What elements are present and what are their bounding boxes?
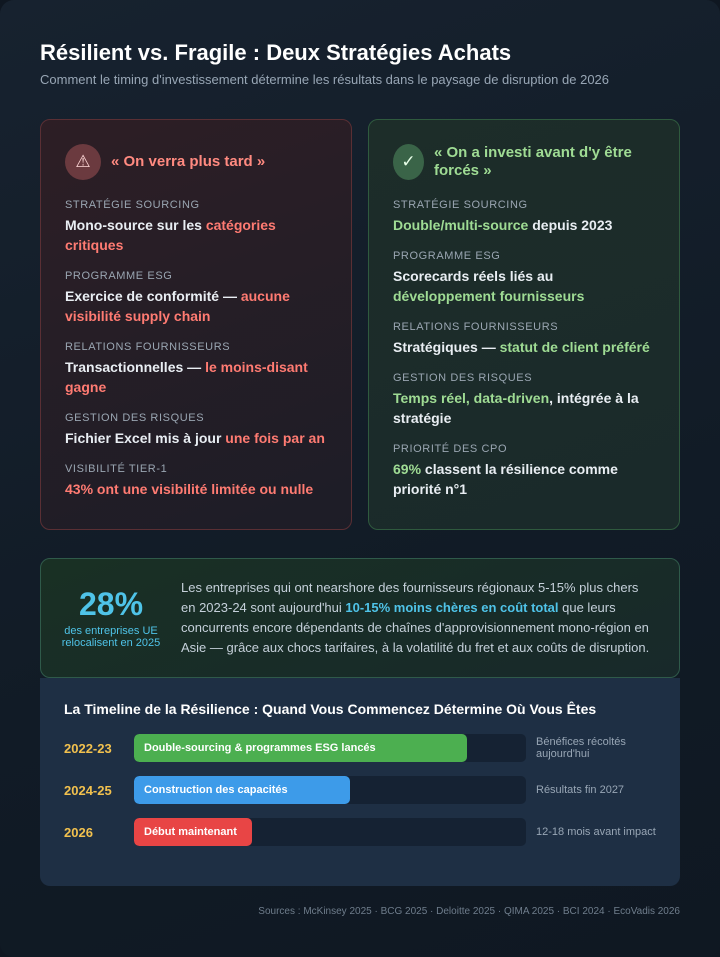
item-value	[65, 428, 327, 448]
item-value-plain: Stratégiques —	[393, 339, 500, 355]
check-icon: ✓	[393, 144, 424, 180]
item-label: STRATÉGIE SOURCING	[65, 199, 200, 211]
timeline-bar: Début maintenant	[134, 818, 252, 846]
fragile-card	[40, 119, 352, 530]
item-value-highlight: une fois par an	[225, 430, 325, 446]
timeline-row	[64, 818, 656, 846]
item-value-highlight: 43% ont une visibilité limitée ou nulle	[65, 481, 314, 497]
item-value	[65, 215, 327, 255]
resilient-card-header	[393, 144, 655, 180]
timeline-track	[134, 734, 526, 762]
stat-highlight	[61, 587, 161, 649]
item-value-highlight: Temps réel, data-driven	[393, 390, 550, 406]
item-value-highlight: développement fournisseurs	[393, 288, 585, 304]
item-value-highlight: Double/multi-source	[393, 217, 529, 233]
item-value	[65, 479, 327, 499]
item-value-highlight: aucune visibilité supply chain	[65, 288, 290, 324]
item-value-after: , intégrée à la stratégie	[393, 390, 639, 426]
page-title: Résilient vs. Fragile : Deux Stratégies Achats	[40, 40, 512, 65]
item-value-plain: Exercice de conformité —	[65, 288, 241, 304]
stat-text-before: Les entreprises qui ont nearshore des fournisseurs régionaux 5-15% plus chers en 2023-24 sont aujourd'hui	[181, 580, 639, 615]
item-value	[65, 286, 327, 326]
item-value	[393, 388, 655, 428]
item-value	[65, 357, 327, 397]
fragile-card-title: « On verra plus tard »	[111, 153, 266, 170]
item-label: PRIORITÉ DES CPO	[393, 443, 508, 455]
item-value-highlight: catégories critiques	[65, 217, 276, 253]
resilient-item	[393, 198, 655, 235]
item-value	[393, 215, 655, 235]
item-label: STRATÉGIE SOURCING	[393, 199, 528, 211]
item-label: PROGRAMME ESG	[393, 250, 501, 262]
timeline-row	[64, 734, 656, 762]
item-value-highlight: 69%	[393, 461, 422, 477]
resilient-item	[393, 320, 655, 357]
timeline-rows	[64, 734, 656, 846]
timeline-year: 2026	[64, 824, 93, 840]
warning-icon: ⚠	[65, 144, 101, 180]
timeline-bar: Double-sourcing & programmes ESG lancés	[134, 734, 467, 762]
fragile-item	[65, 269, 327, 326]
fragile-item	[65, 340, 327, 397]
fragile-item	[65, 462, 327, 499]
page-subtitle: Comment le timing d'investissement détermine les résultats dans le paysage de disruption de 2026	[40, 72, 610, 87]
resilient-item	[393, 442, 655, 499]
timeline-track	[134, 818, 526, 846]
fragile-items	[65, 198, 327, 499]
stat-number: 28%	[78, 586, 144, 622]
item-label: GESTION DES RISQUES	[65, 412, 205, 424]
item-value-after: classent la résilience comme priorité n°1	[393, 461, 618, 497]
item-value-highlight: statut de client préféré	[499, 339, 650, 355]
stat-text-highlight: 10-15% moins chères en coût total	[345, 600, 559, 615]
item-label: PROGRAMME ESG	[65, 270, 173, 282]
item-label: GESTION DES RISQUES	[393, 372, 533, 384]
fragile-item	[65, 198, 327, 255]
fragile-item	[65, 411, 327, 448]
resilient-items	[393, 198, 655, 499]
comparison-columns	[40, 119, 680, 530]
item-value	[393, 459, 655, 499]
nearshoring-stat-panel	[40, 558, 680, 678]
stat-description	[181, 578, 655, 658]
resilient-card	[368, 119, 680, 530]
item-label: RELATIONS FOURNISSEURS	[393, 321, 559, 333]
timeline-track	[134, 776, 526, 804]
stat-text-after: que leurs concurrents encore dépendants de chaînes d'approvisionnement mono-région en Asie — grâce aux chocs tarifaires, à la volatilité du fret et aux coûts de disruption.	[181, 600, 650, 655]
timeline-row	[64, 776, 656, 804]
stat-caption: des entreprises UE relocalisent en 2025	[61, 625, 161, 649]
item-value	[393, 337, 655, 357]
resilient-item	[393, 371, 655, 428]
sources-footer: Sources : McKinsey 2025 · BCG 2025 · Deloitte 2025 · QIMA 2025 · BCI 2024 · EcoVadis 2026	[258, 906, 680, 917]
resilient-card-title: « On a investi avant d'y être forcés »	[434, 144, 632, 179]
item-value-plain: Transactionnelles —	[65, 359, 206, 375]
item-value-plain: Scorecards réels liés au	[393, 268, 554, 284]
item-value-plain: Mono-source sur les	[65, 217, 206, 233]
item-label: VISIBILITÉ TIER-1	[65, 463, 168, 475]
resilience-timeline	[40, 678, 680, 886]
timeline-year: 2022-23	[64, 740, 112, 756]
item-value-after: depuis 2023	[528, 217, 613, 233]
timeline-bar: Construction des capacités	[134, 776, 350, 804]
timeline-title: La Timeline de la Résilience : Quand Vous Commencez Détermine Où Vous Êtes	[64, 701, 597, 717]
item-value-highlight: le moins-disant gagne	[65, 359, 308, 395]
fragile-card-header	[65, 144, 327, 180]
item-value-plain: Fichier Excel mis à jour	[65, 430, 226, 446]
timeline-year: 2024-25	[64, 782, 112, 798]
timeline-note: Résultats fin 2027	[536, 784, 625, 796]
timeline-note: Bénéfices récoltés aujourd'hui	[536, 736, 626, 760]
resilient-item	[393, 249, 655, 306]
item-value	[393, 266, 655, 306]
item-label: RELATIONS FOURNISSEURS	[65, 341, 231, 353]
timeline-note: 12-18 mois avant impact	[536, 826, 656, 838]
